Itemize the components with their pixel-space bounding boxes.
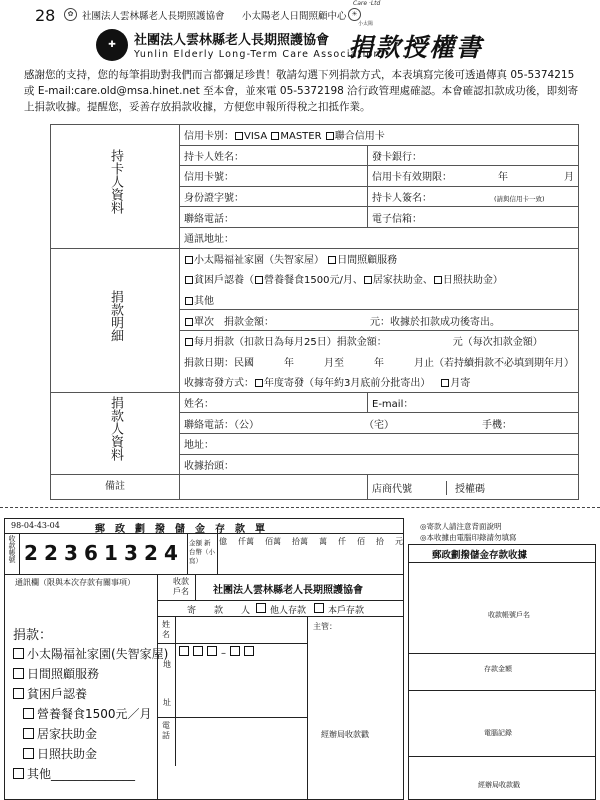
payee-name: 社團法人雲林縣老人長期照護協會	[213, 585, 363, 596]
single-donation-row[interactable]: 單次 捐款金額： 元：收據於扣款成功後寄出。	[180, 310, 579, 331]
receipt-note-1: ◎寄款人請注意背面說明	[420, 522, 502, 531]
receipt-stub	[408, 518, 596, 800]
receipt-account-label: 收款帳號戶名	[488, 611, 530, 619]
donate-item-7[interactable]: 其他______________	[13, 765, 135, 782]
sender-tel-label: 電話	[162, 721, 170, 740]
donate-item-6[interactable]: 日照扶助金	[23, 745, 97, 762]
sender-addr-label-1: 地	[163, 660, 171, 669]
remark-field[interactable]	[180, 475, 368, 500]
account-number: 2 2 3 6 1 3 2 4	[24, 541, 178, 565]
care-ltd-logo: Care ·Ltd	[353, 0, 381, 7]
donate-item-2[interactable]: 日間照顧服務	[13, 665, 99, 682]
association-logo-icon: ✿	[64, 8, 77, 21]
receipt-stamp-label: 經辦局收款戳	[478, 781, 520, 789]
donor-address-field[interactable]: 地址：	[180, 433, 579, 454]
donor-phone-field[interactable]: 聯絡電話：（公） （宅） 手機：	[180, 413, 579, 434]
phone-field[interactable]: 聯絡電話：	[180, 207, 368, 228]
care-ltd-sub: 小太陽	[358, 21, 374, 27]
stamp-label: 經辦局收款戳	[321, 730, 369, 739]
card-type-row[interactable]: 信用卡別： VISA MASTER 聯合信用卡	[180, 125, 579, 146]
amount-units: 億 仟萬 佰萬 拾萬 萬 仟 佰 拾 元	[219, 537, 403, 546]
org-name-en: Yunlin Elderly Long-Term Care Association	[134, 49, 381, 60]
poor-support-row[interactable]: 貧困戶認養（ 營養餐食1500元/月、 居家扶助金、 日照扶助金）	[180, 269, 579, 290]
issuing-bank-field[interactable]: 發卡銀行：	[368, 145, 579, 166]
donor-email-field[interactable]: E-mail：	[368, 392, 579, 413]
receipt-title-field[interactable]: 收據抬頭：	[180, 454, 579, 475]
receipt-record-label: 電腦記錄	[484, 729, 512, 737]
account-label: 收款帳號	[8, 535, 16, 563]
sender-name-label: 姓名	[162, 620, 170, 639]
page-header	[0, 0, 600, 26]
other-row[interactable]: 其他	[180, 289, 579, 310]
donate-item-4[interactable]: 營養餐食1500元／月	[23, 705, 152, 722]
note-area-label: 通訊欄（限與本次存款有關事項）	[15, 578, 135, 587]
association-emblem-icon: ✚	[96, 29, 128, 61]
cut-line	[0, 507, 600, 508]
sun-center-logo-icon: ☀	[348, 8, 361, 21]
page-number: 28	[35, 6, 56, 25]
remark-label: 備註	[51, 475, 180, 500]
donation-date-row[interactable]: 捐款日期：民國 年 月至 年 月止（若持續捐款不必填到期年月）	[180, 351, 579, 372]
signature-field[interactable]: 持卡人簽名： (請與信用卡一致)	[368, 186, 579, 207]
donate-item-3[interactable]: 貧困戶認養	[13, 685, 87, 702]
monthly-donation-row[interactable]: 每月捐款（扣款日為每月25日）捐款金額： 元（每次扣款金額）	[180, 330, 579, 351]
donate-title: 捐款：	[13, 628, 53, 643]
deposit-slip	[4, 518, 404, 800]
receipt-title: 郵政劃撥儲金存款收據	[432, 550, 528, 561]
slip-title: 郵 政 劃 撥 儲 金 存 款 單	[95, 524, 265, 535]
postal-code-boxes[interactable]: –	[179, 646, 258, 659]
donate-item-1[interactable]: 小太陽福祉家園(失智家屋)	[13, 645, 168, 662]
section-card-holder: 持卡人資料	[51, 125, 180, 249]
donate-item-5[interactable]: 居家扶助金	[23, 725, 97, 742]
title-block	[96, 29, 516, 69]
card-number-field[interactable]: 信用卡號：	[180, 166, 368, 187]
postal-slip	[4, 518, 596, 800]
receipt-method-row[interactable]: 收據寄發方式： 年度寄發（每年約3月底前分批寄出） 月寄	[180, 372, 579, 393]
supervisor-label: 主管：	[313, 622, 337, 631]
receipt-amount-label: 存款金額	[484, 665, 512, 673]
address-field[interactable]: 通訊地址：	[180, 227, 579, 248]
id-number-field[interactable]: 身份證字號：	[180, 186, 368, 207]
document-title: 捐款授權書	[348, 33, 484, 62]
slip-code: 98-04-43-04	[11, 521, 60, 530]
intro-text: 感謝您的支持，您的每筆捐助對我們而言都彌足珍貴！敬請勾選下列捐款方式，本表填寫完後可透過傳真 05-5374215 或 E-mail:care.old@msa.hinet.net 至本會，並來電 05-5372198 洽行政管理處確認。本會確認扣款成功後，即刻寄上捐款收據。提醒您，妥善存放捐款收據，方便您申報所得稅之扣抵作業。	[24, 69, 579, 113]
target-row[interactable]: 小太陽福祉家園（失智家屋） 日間照顧服務	[180, 248, 579, 269]
section-donation-detail: 捐款明細	[51, 248, 180, 392]
expiry-field[interactable]: 信用卡有效期限： 年 月	[368, 166, 579, 187]
receipt-note-2: ◎本收據由電腦印錄請勿填寫	[420, 533, 517, 542]
header-center: 小太陽老人日間照顧中心	[242, 11, 347, 22]
sender-header: 寄 款 人 他人存款 本戶存款	[187, 603, 364, 616]
donor-name-field[interactable]: 姓名：	[180, 392, 368, 413]
org-name: 社團法人雲林縣老人長期照護協會	[134, 33, 330, 48]
payee-label: 收款戶名	[173, 577, 189, 596]
sender-addr-label-2: 址	[163, 698, 171, 707]
holder-name-field[interactable]: 持卡人姓名：	[180, 145, 368, 166]
email-field[interactable]: 電子信箱：	[368, 207, 579, 228]
authorization-form	[50, 124, 579, 500]
header-org: 社團法人雲林縣老人長期照護協會	[82, 11, 225, 22]
store-auth-row[interactable]: 店商代號 授權碼	[368, 475, 579, 500]
section-donor: 捐款人資料	[51, 392, 180, 474]
amount-label: 金額 新台幣（小寫）	[189, 539, 215, 565]
